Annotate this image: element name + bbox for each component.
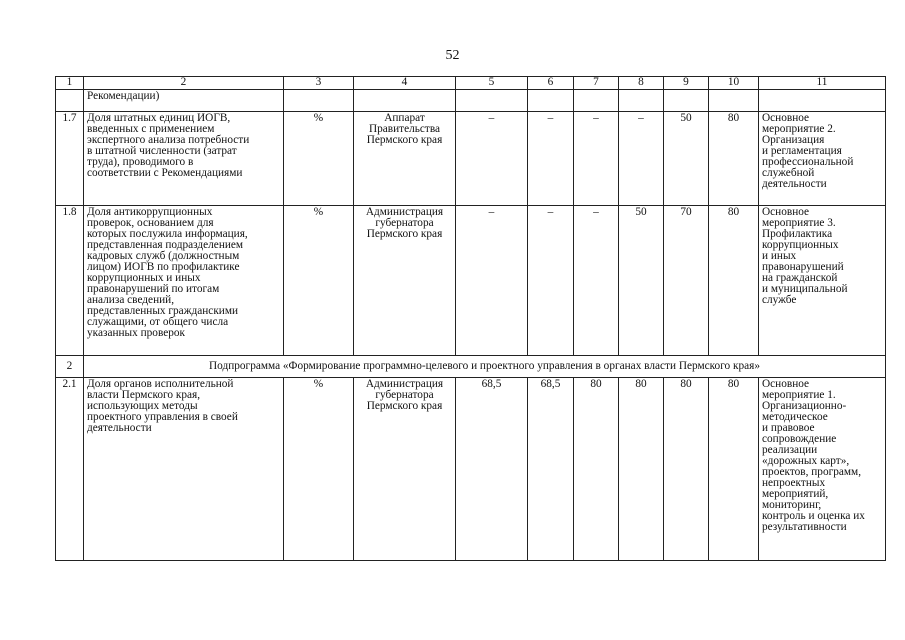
indicator-name: Доля антикоррупционных проверок, основанием для которых послужила информация, представленная подразделением кадровых служб (должностным лицом) ИОГВ по профилактике коррупционных и иных правонарушений по итогам анализа сведений, представленных гражданскими служащими, от общего числа указанных проверок <box>84 206 284 356</box>
value-8 <box>619 90 664 112</box>
row-number: 2.1 <box>56 378 84 561</box>
col-header-7: 7 <box>574 77 619 90</box>
value-9 <box>664 90 709 112</box>
value-9: 70 <box>664 206 709 356</box>
value-7 <box>574 90 619 112</box>
col-header-1: 1 <box>56 77 84 90</box>
responsible: Аппарат Правительства Пермского края <box>354 112 456 206</box>
col-header-5: 5 <box>456 77 528 90</box>
column-number-row <box>56 77 886 90</box>
value-6: – <box>528 112 574 206</box>
table-row <box>56 90 886 112</box>
event <box>759 90 886 112</box>
event: Основное мероприятие 2. Организация и регламентация профессиональной служебной деятельности <box>759 112 886 206</box>
indicator-name: Доля штатных единиц ИОГВ, введенных с применением экспертного анализа потребности в штатной численности (затрат труда), проводимого в соответствии с Рекомендациями <box>84 112 284 206</box>
subprogram-title: Подпрограмма «Формирование программно-целевого и проектного управления в органах власти Пермского края» <box>84 356 886 378</box>
page-number: 52 <box>445 48 460 63</box>
value-5: – <box>456 206 528 356</box>
col-header-8: 8 <box>619 77 664 90</box>
value-8: 80 <box>619 378 664 561</box>
value-9: 80 <box>664 378 709 561</box>
indicator-name: Доля органов исполнительной власти Пермского края, использующих методы проектного управления в своей деятельности <box>84 378 284 561</box>
value-5: – <box>456 112 528 206</box>
subprogram-number: 2 <box>56 356 84 378</box>
col-header-10: 10 <box>709 77 759 90</box>
value-5: 68,5 <box>456 378 528 561</box>
unit: % <box>284 206 354 356</box>
unit: % <box>284 112 354 206</box>
responsible: Администрация губернатора Пермского края <box>354 378 456 561</box>
value-6: 68,5 <box>528 378 574 561</box>
value-7: – <box>574 206 619 356</box>
responsible <box>354 90 456 112</box>
value-8: – <box>619 112 664 206</box>
event: Основное мероприятие 3. Профилактика коррупционных и иных правонарушений на гражданской и муниципальной службе <box>759 206 886 356</box>
value-6 <box>528 90 574 112</box>
table-row <box>56 378 886 561</box>
unit: % <box>284 378 354 561</box>
value-10: 80 <box>709 112 759 206</box>
indicators-table <box>55 76 886 561</box>
responsible: Администрация губернатора Пермского края <box>354 206 456 356</box>
col-header-3: 3 <box>284 77 354 90</box>
col-header-2: 2 <box>84 77 284 90</box>
value-6: – <box>528 206 574 356</box>
unit <box>284 90 354 112</box>
value-10: 80 <box>709 206 759 356</box>
col-header-6: 6 <box>528 77 574 90</box>
value-9: 50 <box>664 112 709 206</box>
table-row <box>56 112 886 206</box>
value-10: 80 <box>709 378 759 561</box>
event: Основное мероприятие 1. Организационно- методическое и правовое сопровождение реализации «дорожных карт», проектов, программ, непроектных мероприятий, мониторинг, контроль и оценка их результативности <box>759 378 886 561</box>
col-header-11: 11 <box>759 77 886 90</box>
value-8: 50 <box>619 206 664 356</box>
col-header-9: 9 <box>664 77 709 90</box>
value-10 <box>709 90 759 112</box>
indicator-name: Рекомендации) <box>84 90 284 112</box>
value-5 <box>456 90 528 112</box>
table-row <box>56 206 886 356</box>
value-7: 80 <box>574 378 619 561</box>
value-7: – <box>574 112 619 206</box>
row-number: 1.8 <box>56 206 84 356</box>
row-number: 1.7 <box>56 112 84 206</box>
row-number <box>56 90 84 112</box>
col-header-4: 4 <box>354 77 456 90</box>
subprogram-row <box>56 356 886 378</box>
